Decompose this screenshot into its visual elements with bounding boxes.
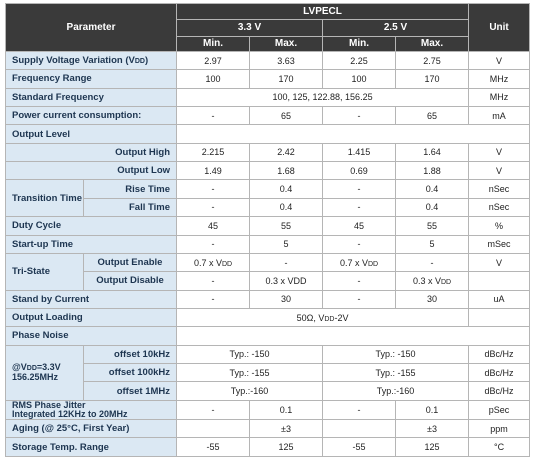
table-row xyxy=(6,198,530,216)
cell-unit: MHz xyxy=(469,88,530,106)
cell-text: 0.7 x V xyxy=(339,257,368,268)
cell-value xyxy=(323,420,396,438)
table-row xyxy=(6,180,530,198)
row-label xyxy=(6,400,177,419)
cell-value: Typ.:-160 xyxy=(323,382,469,400)
cell-value: - xyxy=(177,272,250,290)
cell-value: 0.3 x VDD xyxy=(250,272,323,290)
cell-value xyxy=(177,253,250,271)
row-label-text: Supply Voltage Variation (V xyxy=(12,55,135,67)
row-label: Output Loading xyxy=(6,308,177,326)
cell-value: Typ.: -150 xyxy=(323,345,469,363)
cell-unit: % xyxy=(469,217,530,235)
cell-value: 1.415 xyxy=(323,143,396,161)
condition-text: @V xyxy=(12,362,27,373)
cell-value: - xyxy=(323,290,396,308)
table-row xyxy=(6,253,530,271)
voltage-2v5-header: 2.5 V xyxy=(323,20,469,36)
min-header: Min. xyxy=(323,36,396,51)
voltage-3v3-header: 3.3 V xyxy=(177,20,323,36)
table-row xyxy=(6,125,530,143)
cell-unit: MHz xyxy=(469,70,530,88)
row-label-line-2: Integrated 12KHz to 20MHz xyxy=(12,408,128,419)
cell-text: 0.7 x V xyxy=(193,257,222,268)
cell-value: ±3 xyxy=(250,420,323,438)
cell-value: - xyxy=(323,272,396,290)
row-label: offset 1MHz xyxy=(84,382,177,400)
cell-value xyxy=(323,253,396,271)
row-label: Fall Time xyxy=(84,198,177,216)
table-row xyxy=(6,107,530,125)
cell-text: 0.3 x V xyxy=(412,275,441,286)
cell-unit: V xyxy=(469,253,530,271)
cell-subscript: DD xyxy=(221,260,233,268)
row-label-end: ) xyxy=(144,55,149,67)
row-label: offset 10kHz xyxy=(84,345,177,363)
table-row xyxy=(6,88,530,106)
table-row xyxy=(6,143,530,161)
cell-value: ±3 xyxy=(396,420,469,438)
cell-text: 50Ω, V xyxy=(296,312,325,323)
cell-value: - xyxy=(177,400,250,419)
cell-value: 55 xyxy=(396,217,469,235)
cell-value: - xyxy=(177,180,250,198)
cell-subscript: DD xyxy=(440,278,452,286)
cell-value: 170 xyxy=(250,70,323,88)
row-label: Output Enable xyxy=(84,253,177,271)
row-label: Storage Temp. Range xyxy=(6,438,177,457)
row-label: Start-up Time xyxy=(6,235,177,253)
cell-value: 2.215 xyxy=(177,143,250,161)
cell-value: 1.64 xyxy=(396,143,469,161)
table-row xyxy=(6,70,530,88)
cell-value: 0.69 xyxy=(323,162,396,180)
table-row xyxy=(6,272,530,290)
cell-value: 2.25 xyxy=(323,51,396,69)
cell-value: 0.1 xyxy=(250,400,323,419)
cell-value: 100 xyxy=(177,70,250,88)
cell-unit: V xyxy=(469,162,530,180)
condition-subscript: DD xyxy=(26,365,37,373)
cell-value: 2.97 xyxy=(177,51,250,69)
cell-value: 125 xyxy=(250,438,323,457)
row-group-label xyxy=(6,345,84,400)
table-row xyxy=(6,364,530,382)
parameter-header: Parameter xyxy=(6,4,177,52)
cell-value: 65 xyxy=(396,107,469,125)
cell-value: - xyxy=(323,107,396,125)
cell-value: 5 xyxy=(396,235,469,253)
table-row xyxy=(6,290,530,308)
family-header: LVPECL xyxy=(177,4,469,20)
cell-value: - xyxy=(177,198,250,216)
table-row xyxy=(6,235,530,253)
row-label: Aging (@ 25°C, First Year) xyxy=(6,420,177,438)
cell-value: 55 xyxy=(250,217,323,235)
cell-unit: nSec xyxy=(469,198,530,216)
table-row xyxy=(6,345,530,363)
row-label: Stand by Current xyxy=(6,290,177,308)
cell-unit: mSec xyxy=(469,235,530,253)
cell-value: 125 xyxy=(396,438,469,457)
table-row xyxy=(6,400,530,419)
cell-unit: nSec xyxy=(469,180,530,198)
cell-value: 65 xyxy=(250,107,323,125)
table-row xyxy=(6,51,530,69)
cell-value: - xyxy=(177,107,250,125)
unit-header: Unit xyxy=(469,4,530,52)
cell-value: 3.63 xyxy=(250,51,323,69)
header-row-family xyxy=(6,4,530,20)
cell-value: - xyxy=(323,198,396,216)
cell-unit: uA xyxy=(469,290,530,308)
cell-value: - xyxy=(396,253,469,271)
cell-value: 2.75 xyxy=(396,51,469,69)
row-label-subscript: DD xyxy=(134,58,145,66)
cell-value xyxy=(177,420,250,438)
cell-unit: dBc/Hz xyxy=(469,382,530,400)
row-label: Frequency Range xyxy=(6,70,177,88)
cell-value: 45 xyxy=(177,217,250,235)
cell-value: - xyxy=(177,290,250,308)
cell-unit: mA xyxy=(469,107,530,125)
table-row xyxy=(6,162,530,180)
cell-unit: dBc/Hz xyxy=(469,345,530,363)
cell-value: 0.4 xyxy=(396,180,469,198)
row-group-label: Tri-State xyxy=(6,253,84,290)
cell-unit: V xyxy=(469,143,530,161)
cell-value: - xyxy=(250,253,323,271)
cell-value xyxy=(396,272,469,290)
row-label-line-1: RMS Phase Jitter xyxy=(12,400,86,410)
table-row xyxy=(6,327,530,345)
cell-unit: ppm xyxy=(469,420,530,438)
condition-line-2: 156.25MHz xyxy=(12,372,59,383)
cell-unit: V xyxy=(469,51,530,69)
cell-value: 2.42 xyxy=(250,143,323,161)
table-row xyxy=(6,382,530,400)
row-group-label: Transition Time xyxy=(6,180,84,217)
row-label: offset 100kHz xyxy=(84,364,177,382)
cell-value: - xyxy=(177,235,250,253)
cell-subscript: DD xyxy=(324,315,335,323)
cell-value: 0.1 xyxy=(396,400,469,419)
cell-value: 30 xyxy=(250,290,323,308)
empty-cell xyxy=(177,327,530,345)
row-label: Output Level xyxy=(6,125,177,143)
table-row xyxy=(6,308,530,326)
table-row xyxy=(6,420,530,438)
cell-unit: °C xyxy=(469,438,530,457)
row-label: Output Low xyxy=(6,162,177,180)
cell-value: 1.68 xyxy=(250,162,323,180)
cell-unit: dBc/Hz xyxy=(469,364,530,382)
max-header: Max. xyxy=(396,36,469,51)
cell-value: -55 xyxy=(323,438,396,457)
cell-value: 0.4 xyxy=(250,198,323,216)
max-header: Max. xyxy=(250,36,323,51)
cell-value: 1.49 xyxy=(177,162,250,180)
cell-value xyxy=(177,308,469,326)
cell-value: 0.4 xyxy=(396,198,469,216)
cell-unit: pSec xyxy=(469,400,530,419)
cell-value: Typ.: -150 xyxy=(177,345,323,363)
cell-value: 0.4 xyxy=(250,180,323,198)
cell-value: 100, 125, 122.88, 156.25 xyxy=(177,88,469,106)
cell-value: 5 xyxy=(250,235,323,253)
cell-value: - xyxy=(323,235,396,253)
table-row xyxy=(6,217,530,235)
cell-value: - xyxy=(323,180,396,198)
cell-value: Typ.:-160 xyxy=(177,382,323,400)
cell-value: 45 xyxy=(323,217,396,235)
cell-value: 1.88 xyxy=(396,162,469,180)
row-label: Output High xyxy=(6,143,177,161)
empty-cell xyxy=(177,125,530,143)
cell-value: 170 xyxy=(396,70,469,88)
cell-value: -55 xyxy=(177,438,250,457)
table-row xyxy=(6,438,530,457)
cell-value: 30 xyxy=(396,290,469,308)
cell-subscript: DD xyxy=(367,260,379,268)
condition-text-end: =3.3V xyxy=(36,362,61,373)
min-header: Min. xyxy=(177,36,250,51)
cell-value: - xyxy=(323,400,396,419)
cell-value: 100 xyxy=(323,70,396,88)
spec-table xyxy=(5,3,530,457)
row-label: Output Disable xyxy=(84,272,177,290)
cell-text-end: -2V xyxy=(334,312,349,323)
row-label: Rise Time xyxy=(84,180,177,198)
row-label: Standard Frequency xyxy=(6,88,177,106)
cell-unit xyxy=(469,272,530,290)
row-label: Phase Noise xyxy=(6,327,177,345)
cell-unit xyxy=(469,308,530,326)
cell-value: Typ.: -155 xyxy=(177,364,323,382)
row-label xyxy=(6,51,177,69)
row-label: Power current consumption: xyxy=(6,107,177,125)
row-label: Duty Cycle xyxy=(6,217,177,235)
cell-value: Typ.: -155 xyxy=(323,364,469,382)
